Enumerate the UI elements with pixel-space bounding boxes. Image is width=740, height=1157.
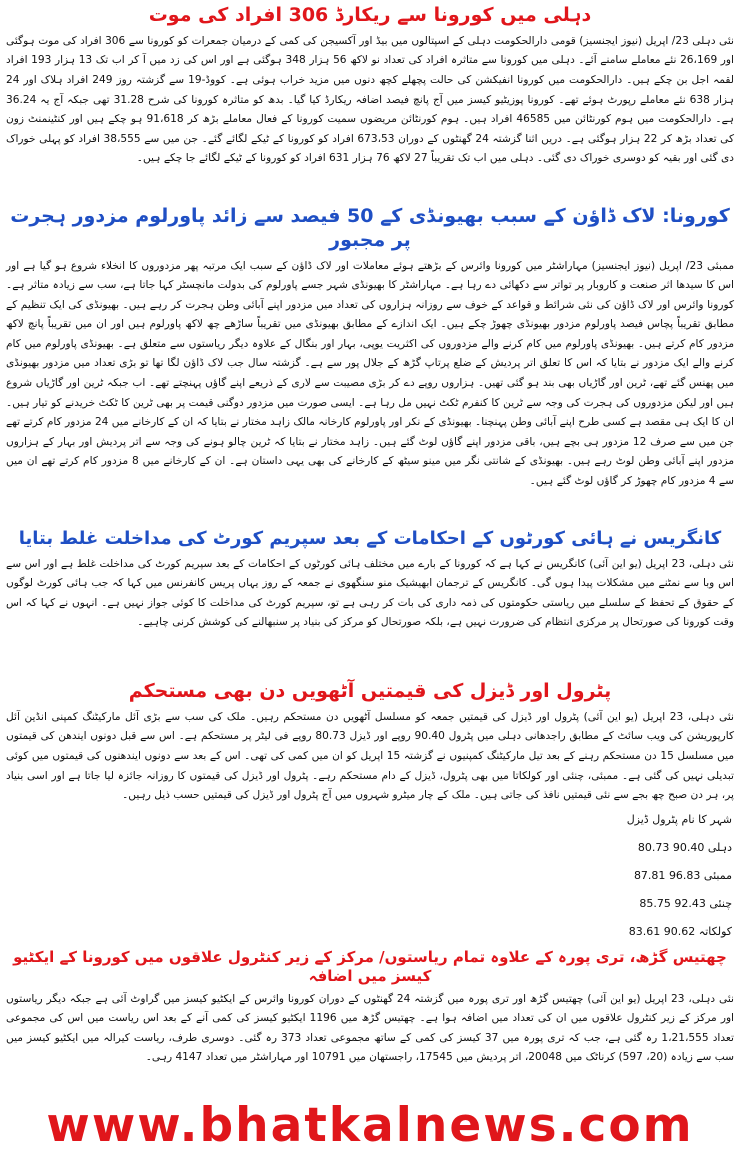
article-body: نئی دہلی، 23 اپریل (یو این آئی) کانگریس نے کہا ہے کہ کورونا کے بارے میں مختلف ہائی کورٹوں کے احکامات کے بعد سپریم کورٹ کی مداخلت غلط ہے اور اس سے اس وبا سے نمٹنے میں مشکلات پیدا ہوں گی۔ کانگریس کے ترجمان ابھیشیک منو سنگھوی نے جمعہ کے روز یہاں پریس کانفرنس میں کہا کہ جب ہائی کورٹ لوگوں کے حقوق کے تحفظ کے سلسلے میں ریاستی حکومتوں کی ذمہ داری کی بات کر رہی ہے تو، سپریم کورٹ کی مداخلت کا کوئی جواز نہیں ہے۔ انہوں نے کہا کہ اس وقت کورونا کی صورتحال پر مرکزی انتظام کی ضرورت نہیں ہے، بلکہ صورتحال کو مرکز کی بنیاد پر سنبھالنے کی کوشش کرنی چاہیے۔ [6, 557, 734, 629]
site-watermark: www.bhatkalnews.com [46, 1098, 694, 1153]
article-headline: چھتیس گڑھ، تری پورہ کے علاوہ تمام ریاستوں/ مرکز کے زیر کنٹرول علاقوں میں کورونا کے ایکٹیو کیسز میں اضافہ [13, 948, 727, 985]
article-headline: کورونا: لاک ڈاؤن کے سبب بھیونڈی کے 50 فیصد سے زائد پاورلوم مزدور ہجرت پر مجبور [10, 205, 730, 251]
price-row: ممبئی 96.83 87.81 [633, 868, 732, 882]
article-delhi-deaths [6, 4, 734, 169]
article-fuel-prices [6, 680, 734, 946]
article-body: نئی دہلی، 23 اپریل (یو این آئی) چھتیس گڑھ اور تری پورہ میں گزشتہ 24 گھنٹوں کے دوران کورونا وائرس کے ایکٹیو کیسز میں گراوٹ آئی ہے جبکہ دیگر ریاستوں اور مرکز کے زیر کنٹرول علاقوں میں ان کی تعداد میں اضافہ ہوا ہے۔ چھتیس گڑھ میں 1196 ایکٹیو کیسز کی کمی آنے کے بعد اس ریاست میں اس کی مجموعی تعداد 1،21،555 رہ گئی ہے، جب کہ تری پورہ میں 37 کیسز کی کمی کے ساتھ مجموعی تعداد 373 رہ گئی۔ دوسری طرف، ریاست کیرالہ میں ایکٹیو کیسز میں سب سے زیادہ (20، 597) کرناٹک میں 20048، اتر پردیش میں 17545، راجستھان میں 10791 اور مہاراشٹر میں تعداد 4147 رہی۔ [6, 992, 734, 1064]
article-bhiwandi-migration [6, 205, 734, 492]
article-body: ممبئی 23/ اپریل (نیوز ایجنسیز) مہاراشٹر میں کورونا وائرس کے بڑھتے ہوئے معاملات اور لاک ڈاؤن کے سبب ایک مرتبہ پھر مزدوروں کا انخلاء شروع ہو گیا ہے اور اس کا سیدھا اثر صنعت و کاروبار پر تواتر سے دکھائی دے رہا ہے۔ مہاراشٹر کا بھیونڈی شہر جسے پاورلوم کی بدولت مانچسٹر کہا جاتا ہے، سب سے زیادہ متاثر ہے۔ کورونا وائرس اور لاک ڈاؤن کی نئی شرائط و قواعد کے خوف سے روزانہ ہزاروں کی تعداد میں مزدور اپنے آبائی وطن ہجرت کر رہے ہیں۔ بھیونڈی کی ایک تنظیم کے مطابق تقریباً پچاس فیصد پاورلوم مزدور بھیونڈی چھوڑ چکے ہیں۔ ایک اندازے کے مطابق بھیونڈی میں تقریباً ساڑھے چھ لاکھ پاورلوم ہیں اور ان میں تقریباً پانچ لاکھ مزدور کام کرتے ہیں۔ بھیونڈی پاورلوم میں کام کرنے والے مزدوروں کی اکثریت یوپی، بہار اور بنگال کے علاوہ دیگر ریاستوں سے متعلق ہے۔ بھیونڈی پاورلوم میں کام کرنے والے ایک مزدور نے بتایا کہ اس کا تعلق اتر پردیش کے ضلع پرتاپ گڑھ کے جلال پور سے ہے۔ گزشتہ سال جب لاک ڈاؤن لگا تھا تو بڑی تعداد میں مزدور بھیونڈی میں پھنس گئے تھے، ٹرین اور گاڑیاں بھی بند ہو گئی تھیں۔ ہزاروں روپے دے کر بڑی مصیبت سے لاری کے ذریعے اپنے گاؤں پہنچتے تھے۔ اب جبکہ ٹرین اور گاڑیاں شروع ہیں اور لیکن مزدوروں کی ہجرت کی وجہ سے ٹرین کا کنفرم ٹکٹ نہیں مل رہا ہے۔ ایسی صورت میں مزدور دوگنی قیمت پر بھی ٹرین کا ٹکٹ خریدنے کو تیار ہیں۔ ان کا ایک ہی مقصد ہے کسی طرح اپنے آبائی وطن پہنچنا۔ بھیونڈی کے نکر اور پاورلوم کارخانہ مالک زاہد مختار نے بتایا کہ ان کے کارخانے میں 24 مزدور کام کرتے تھے جن میں سے صرف 12 مزدور ہی بچے ہیں، باقی مزدور اپنے گاؤں لوٹ گئے ہیں۔ زاہد مختار نے بتایا کہ ٹرین چالو ہونے کی وجہ سے اتر پردیش اور بہار کے ہزاروں مزدور اپنے آبائی وطن لوٹ رہے ہیں۔ بھیونڈی کے شانتی نگر میں مینو سیٹھ کے کارخانے کی بھی یہی داستان ہے۔ ان کے کارخانے میں 8 مزدور کام کرتے تھے ان میں سے 4 مزدور کام چھوڑ کر گاؤں لوٹ گئے ہیں۔ [6, 259, 735, 488]
article-headline: پٹرول اور ڈیزل کی قیمتیں آٹھویں دن بھی مستحکم [128, 680, 612, 702]
price-header: شہر کا نام پٹرول ڈیزل [626, 812, 732, 826]
article-active-cases [6, 948, 734, 1068]
price-row: دہلی 90.40 80.73 [637, 840, 732, 854]
article-headline: دہلی میں کورونا سے ریکارڈ 306 افراد کی موت [148, 4, 592, 26]
article-congress-supreme-court [6, 528, 734, 633]
article-headline: کانگریس نے ہائی کورٹوں کے احکامات کے بعد سپریم کورٹ کی مداخلت غلط بتایا [18, 528, 722, 549]
article-body: نئی دہلی 23/ اپریل (نیوز ایجنسیز) قومی دارالحکومت دہلی کے اسپتالوں میں بیڈ اور آکسیجن کی کمی کے درمیان جمعرات کو کورونا سے 306 افراد کی موت ہوگئی اور 26،169 نئے معاملے سامنے آئے۔ دہلی میں کورونا سے متاثرہ افراد کی تعداد نو لاکھ 56 ہزار 348 ہوگئی ہے اور اس کی زد میں آ کر اب تک 13 ہزار 193 افراد لقمہ اجل بن چکے ہیں۔ دارالحکومت میں کورونا انفیکشن کی حالت پچھلے کچھ دنوں میں مزید خراب ہوئی ہے۔ کووڈ-19 سے گزشتہ روز 249 افراد ہلاک اور 24 ہزار 638 نئے معاملے رپورٹ ہوئے تھے۔ کورونا پوزیٹیو کیسز میں آج پانچ فیصد اضافہ ریکارڈ کیا گیا۔ بدھ کو متاثرہ کورونا کی شرح 31.28 تھی جبکہ آج یہ 36.24 ہے۔ دارالحکومت میں ہوم کورنٹائن میں 46585 افراد ہیں۔ ہوم کورنٹائن مریضوں سمیت کورونا کے فعال معاملے بڑھ کر 91،618 ہو چکے ہیں اور کنٹینمنٹ زون کی تعداد بڑھ کر 22 ہزار ہوگئی ہے۔ دریں اثنا گزشتہ 24 گھنٹوں کے دوران 673،53 افراد کو کورونا کے ٹیکے لگائے گئے۔ جن میں سے 38،555 افراد کو پہلی خوراک دی گئی اور بقیہ کو دوسری خوراک دی گئی۔ دہلی میں اب تک تقریباً 27 لاکھ 76 ہزار 631 افراد کو کورونا کے ٹیکے لگائے جا چکے ہیں۔ [6, 34, 735, 165]
fuel-price-list [6, 806, 734, 946]
price-row: کولکاتہ 90.62 83.61 [628, 924, 732, 938]
price-row: چنئی 92.43 85.75 [639, 896, 732, 910]
article-body: نئی دہلی، 23 اپریل (یو این آئی) پٹرول اور ڈیزل کی قیمتیں جمعہ کو مسلسل آٹھویں دن مستحکم رہیں۔ ملک کی سب سے بڑی آئل مارکیٹنگ کمپنی انڈین آئل کارپوریشن کی ویب سائٹ کے مطابق راجدھانی دہلی میں پٹرول 90.40 روپے اور ڈیزل 80.73 روپے فی لیٹر پر مستحکم ہے۔ اس سے قبل دونوں ایندھن کی قیمتوں میں مسلسل 15 دن مستحکم رہنے کے بعد تیل مارکیٹنگ کمپنیوں نے گزشتہ 15 اپریل کو ان میں کمی کی تھی۔ اس کے بعد سے دونوں ایندھنوں کی قیمتوں میں کوئی تبدیلی نہیں کی گئی ہے۔ ممبئی، چنئی اور کولکاتا میں بھی پٹرول، ڈیزل کے دام مستحکم رہے۔ پٹرول اور ڈیزل کی قیمتوں کا روزانہ جائزہ لیا جاتا ہے اور اسی بنیاد پر، ہر دن صبح چھ بجے سے نئی قیمتیں نافذ کی جاتی ہیں۔ ملک کے چار میٹرو شہروں میں آج پٹرول اور ڈیزل کی قیمتیں حسب ذیل رہیں۔ [6, 710, 735, 802]
